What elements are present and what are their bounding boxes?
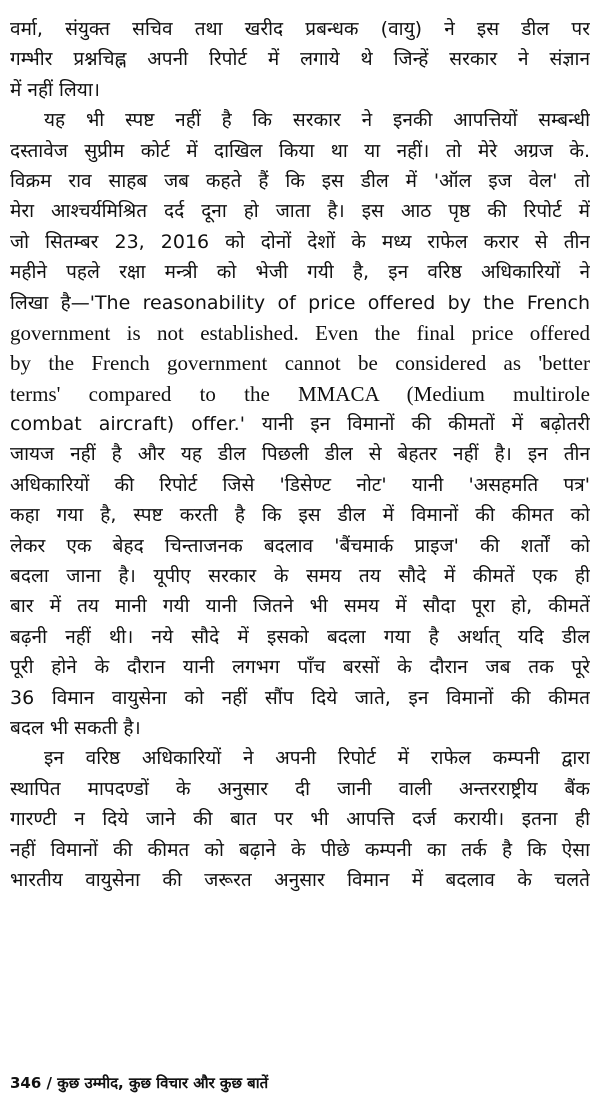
footer-separator: / bbox=[46, 1074, 53, 1092]
text-line: जायज नहीं है और यह डील पिछली डील से बेहतर नहीं है। इन तीन bbox=[10, 443, 590, 466]
text-line: बार में तय मानी गयी यानी जितने भी समय में सौदा पूरा हो, कीमतें bbox=[10, 595, 590, 618]
text-line: में नहीं लिया। bbox=[10, 78, 100, 101]
page-number: 346 bbox=[10, 1074, 42, 1092]
text-line: combat aircraft) offer.' यानी इन विमानों की कीमतों में बढ़ोतरी bbox=[10, 413, 590, 436]
text-line: बदल भी सकती है। bbox=[10, 716, 141, 739]
text-line: बढ़नी नहीं थी। नये सौदे में इसको बदला गया है अर्थात् यदि डील bbox=[10, 625, 590, 648]
book-title: कुछ उम्मीद, कुछ विचार और कुछ बातें bbox=[57, 1074, 269, 1092]
english-quote-line: government is not established. Even the final price offered bbox=[10, 320, 590, 345]
text-line: जो सितम्बर 23, 2016 को दोनों देशों के मध्य राफेल करार से तीन bbox=[10, 230, 590, 253]
text-line: नहीं विमानों की कीमत को बढ़ाने के पीछे कम्पनी का तर्क है कि ऐसा bbox=[10, 838, 590, 861]
text-line: दस्तावेज सुप्रीम कोर्ट में दाखिल किया था या नहीं। तो मेरे अग्रज के. bbox=[10, 139, 590, 162]
text-line: मेरा आश्चर्यमिश्रित दर्द दूना हो जाता है। इस आठ पृष्ठ की रिपोर्ट में bbox=[10, 200, 590, 223]
page-footer bbox=[10, 1073, 268, 1093]
text-line: 36 विमान वायुसेना को नहीं सौंप दिये जाते, इन विमानों की कीमत bbox=[10, 686, 590, 709]
text-line: स्थापित मापदण्डों के अनुसार दी जानी वाली अन्तरराष्ट्रीय बैंक bbox=[10, 777, 590, 800]
text-line: यह भी स्पष्ट नहीं है कि सरकार ने इनकी आपत्तियों सम्बन्धी bbox=[44, 109, 590, 132]
text-line: विक्रम राव साहब जब कहते हैं कि इस डील में 'ऑल इज वेल' तो bbox=[10, 169, 590, 192]
english-quote-line: terms' compared to the MMACA (Medium multirole bbox=[10, 381, 590, 406]
english-quote-line: by the French government cannot be considered as 'better bbox=[10, 351, 590, 376]
body-text bbox=[10, 14, 590, 895]
text-line: लिखा है—'The reasonability of price offered by the French bbox=[10, 291, 590, 314]
text-line: बदला जाना है। यूपीए सरकार के समय तय सौदे में कीमतें एक ही bbox=[10, 565, 590, 588]
text-line: लेकर एक बेहद चिन्ताजनक बदलाव 'बैंचमार्क प्राइज' की शर्तों को bbox=[10, 534, 590, 557]
text-line: गम्भीर प्रश्नचिह्न अपनी रिपोर्ट में लगाये थे जिन्हें सरकार ने संज्ञान bbox=[10, 48, 590, 71]
text-line: इन वरिष्ठ अधिकारियों ने अपनी रिपोर्ट में राफेल कम्पनी द्वारा bbox=[44, 747, 590, 770]
text-line: अधिकारियों की रिपोर्ट जिसे 'डिसेण्ट नोट' यानी 'असहमति पत्र' bbox=[10, 473, 590, 496]
text-line: पूरी होने के दौरान यानी लगभग पाँच बरसों के दौरान जब तक पूरे bbox=[10, 656, 590, 679]
text-line: भारतीय वायुसेना की जरूरत अनुसार विमान में बदलाव के चलते bbox=[10, 868, 590, 891]
text-line: महीने पहले रक्षा मन्त्री को भेजी गयी है, इन वरिष्ठ अधिकारियों ने bbox=[10, 261, 590, 284]
text-line: वर्मा, संयुक्त सचिव तथा खरीद प्रबन्धक (वायु) ने इस डील पर bbox=[10, 18, 590, 40]
text-line: गारण्टी न दिये जाने की बात पर भी आपत्ति दर्ज करायी। इतना ही bbox=[10, 808, 590, 831]
text-line: कहा गया है, स्पष्ट करती है कि इस डील में विमानों की कीमत को bbox=[10, 504, 590, 527]
